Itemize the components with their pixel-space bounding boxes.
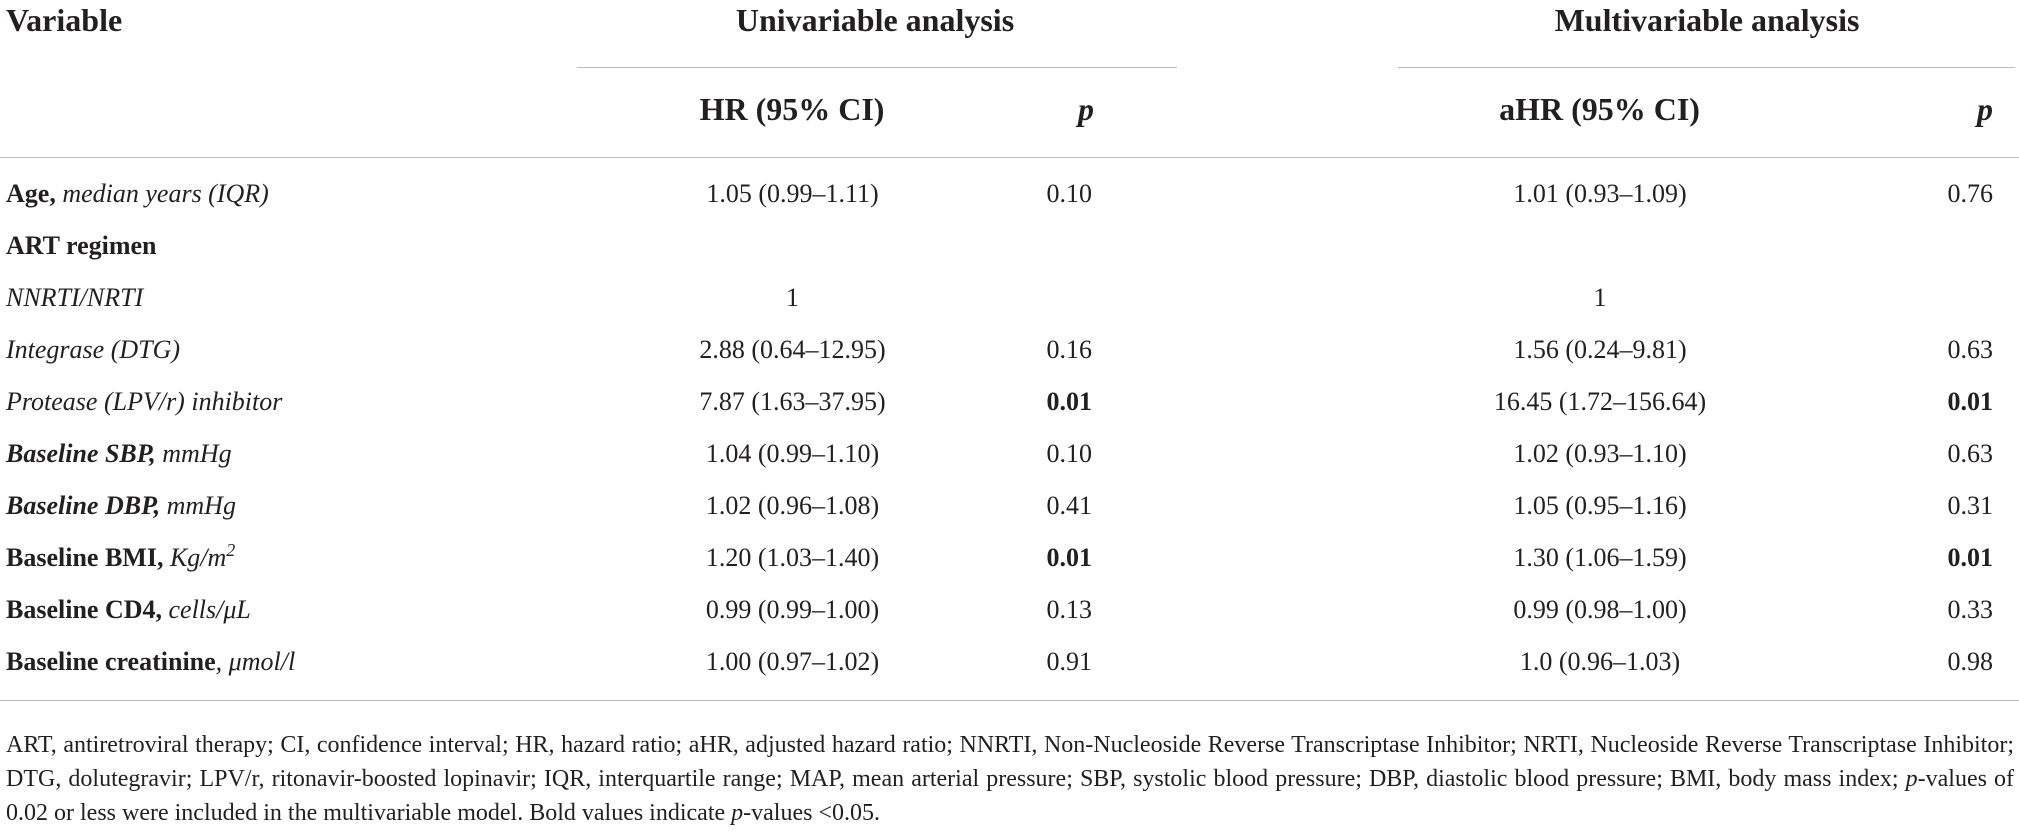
p-cell: 0.63 <box>1947 335 1994 364</box>
table-row <box>0 324 2019 376</box>
ahr-cell: 1.05 (0.95–1.16) <box>1513 491 1687 520</box>
group-header-row <box>0 0 2019 61</box>
ahr-cell: 1.01 (0.93–1.09) <box>1513 179 1687 208</box>
p-cell: 0.63 <box>1947 439 1994 468</box>
row-label: ART regimen <box>6 231 157 260</box>
ahr-cell: 0.99 (0.98–1.00) <box>1513 595 1687 624</box>
row-label: Baseline DBP, mmHg <box>6 491 236 520</box>
row-label: Baseline SBP, mmHg <box>6 439 232 468</box>
ahr-cell: 1.02 (0.93–1.10) <box>1513 439 1687 468</box>
hr-cell: 1 <box>786 283 799 312</box>
p-cell: 0.33 <box>1947 595 1994 624</box>
univariable-divider <box>577 67 1177 68</box>
hr-cell: 2.88 (0.64–12.95) <box>699 335 886 364</box>
p-cell: 0.10 <box>1046 179 1093 208</box>
table-row <box>0 480 2019 532</box>
p-cell: 0.13 <box>1046 595 1093 624</box>
p-cell: 0.76 <box>1947 179 1994 208</box>
p-cell: 0.41 <box>1046 491 1093 520</box>
row-label: Protease (LPV/r) inhibitor <box>6 387 283 416</box>
p-cell: 0.01 <box>1947 543 1994 572</box>
p-cell: 0.01 <box>1046 543 1093 572</box>
ahr-cell: 1.0 (0.96–1.03) <box>1395 636 1785 701</box>
p-cell: 0.01 <box>1947 387 1994 416</box>
variable-header: Variable <box>6 2 123 38</box>
hr-cell: 1.00 (0.97–1.02) <box>570 636 975 701</box>
hr-header: HR (95% CI) <box>570 61 975 158</box>
hr-cell: 1.05 (0.99–1.11) <box>706 179 879 208</box>
multivariable-header: Multivariable analysis <box>1554 2 1860 38</box>
column-header-row <box>0 61 2019 158</box>
ahr-cell: 1.56 (0.24–9.81) <box>1513 335 1687 364</box>
ahr-cell: 1 <box>1593 283 1607 312</box>
table-row <box>0 636 2019 701</box>
hr-cell: 1.20 (1.03–1.40) <box>705 543 880 572</box>
row-label: Baseline creatinine, μmol/l <box>0 636 570 701</box>
row-label: Integrase (DTG) <box>6 335 181 364</box>
table-row <box>0 158 2019 221</box>
hr-cell: 1.04 (0.99–1.10) <box>705 439 880 468</box>
table-row <box>0 272 2019 324</box>
row-label: NNRTI/NRTI <box>6 283 144 312</box>
table-footnote: ART, antiretroviral therapy; CI, confidence interval; HR, hazard ratio; aHR, adjusted hazard ratio; NNRTI, Non-Nucleoside Reverse Transcriptase Inhibitor; NRTI, Nucleoside Reverse Transcriptase Inhibitor; DTG, dolutegravir; LPV/r, ritonavir-boosted lopinavir; IQR, interquartile range; MAP, mean arterial pressure; SBP, systolic blood pressure; DBP, diastolic blood pressure; BMI, body mass index; p-values of 0.02 or less were included in the multivariable model. Bold values indicate p-values <0.05. <box>6 732 2015 826</box>
hr-cell: 1.02 (0.96–1.08) <box>705 491 880 520</box>
p-cell: 0.91 <box>975 636 1180 701</box>
p-cell: 0.31 <box>1947 491 1994 520</box>
p-cell: 0.01 <box>1046 387 1093 416</box>
table-row <box>0 428 2019 480</box>
table-row <box>0 584 2019 636</box>
p-header-univariable: p <box>975 61 1180 158</box>
ahr-header: aHR (95% CI) <box>1395 61 1785 158</box>
p-cell: 0.16 <box>1046 335 1093 364</box>
multivariable-divider <box>1398 67 2015 68</box>
p-header-multivariable: p <box>1785 61 2019 158</box>
table-row <box>0 220 2019 272</box>
row-label: Baseline CD4, cells/μL <box>6 595 251 624</box>
p-cell: 0.10 <box>1046 439 1093 468</box>
table-row <box>0 376 2019 428</box>
univariable-header: Univariable analysis <box>735 2 1015 38</box>
row-label: Baseline BMI, $Kg/m^2$ <box>6 540 236 572</box>
ahr-cell: 16.45 (1.72–156.64) <box>1493 387 1707 416</box>
p-cell: 0.98 <box>1785 636 2019 701</box>
hr-cell: 0.99 (0.99–1.00) <box>705 595 880 624</box>
ahr-cell: 1.30 (1.06–1.59) <box>1513 543 1687 572</box>
row-label: Age, median years (IQR) <box>6 179 269 208</box>
hr-cell: 7.87 (1.63–37.95) <box>699 387 886 416</box>
table-row <box>0 532 2019 584</box>
